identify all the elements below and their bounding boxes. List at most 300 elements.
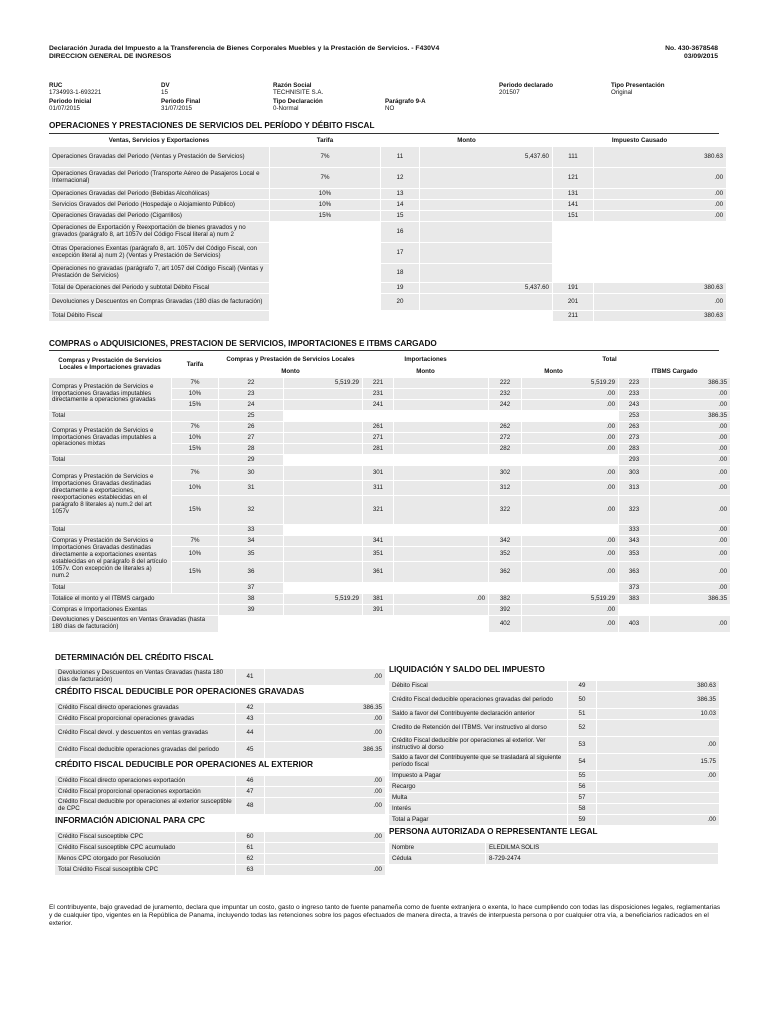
cell: 43 xyxy=(236,714,264,724)
cell: 33 xyxy=(219,525,283,535)
info-tipo-declaracion: Tipo Declaración 0-Normal xyxy=(273,98,323,112)
cell: .00 xyxy=(522,481,618,495)
cell: Total xyxy=(49,583,171,593)
form-row xyxy=(389,720,719,736)
cell: .00 xyxy=(522,400,618,410)
form-row xyxy=(389,804,719,814)
col-monto: Monto xyxy=(457,136,476,144)
compras-row xyxy=(49,536,730,546)
cell: Total xyxy=(49,455,171,465)
info-periodo-inicial: Periodo Inicial 01/07/2015 xyxy=(49,98,92,112)
cell: 386.35 xyxy=(650,594,730,604)
cell: .00 xyxy=(522,536,618,546)
cell: 26 xyxy=(219,422,283,432)
cell: 352 xyxy=(489,547,521,561)
cell: Totalice el monto y el ITBMS cargado xyxy=(49,594,218,604)
cell xyxy=(284,562,362,582)
cell: 10% xyxy=(172,389,218,399)
form-row xyxy=(389,692,719,708)
cell: .00 xyxy=(594,189,726,199)
cell: 49 xyxy=(568,681,596,691)
form-row xyxy=(389,709,719,719)
cell: 60 xyxy=(236,832,264,842)
cell: 131 xyxy=(553,189,593,199)
cell: Operaciones Gravadas del Periodo (Ventas y Prestación de Servicios) xyxy=(49,147,269,167)
compras-row xyxy=(49,422,730,432)
cell: 363 xyxy=(619,562,649,582)
cell xyxy=(594,222,726,242)
cell: Crédito Fiscal proporcional operaciones gravadas xyxy=(55,714,235,724)
cell: Operaciones Gravadas del Periodo (Transporte Aéreo de Pasajeros Local e Internacional) xyxy=(49,168,269,188)
cell: Saldo a favor del Contribuyente que se trasladará al siguiente período fiscal xyxy=(389,754,567,770)
cell: Devoluciones y Descuentos en Ventas Gravadas (hasta 180 días de facturación) xyxy=(49,616,218,632)
info-tipo-presentacion: Tipo Presentación Original xyxy=(611,82,665,96)
cell: .00 xyxy=(650,422,730,432)
cell xyxy=(420,311,552,321)
cell xyxy=(270,294,380,310)
cell: 5,437.60 xyxy=(420,283,552,293)
cell: 191 xyxy=(553,283,593,293)
form-title: Declaración Jurada del Impuesto a la Transferencia de Bienes Corporales Muebles y la Prestación de Servicios. - F430V4 xyxy=(49,45,440,52)
form-row xyxy=(55,776,385,786)
cell: .00 xyxy=(650,536,730,546)
cell: Operaciones no gravadas (parágrafo 7, art 1057 del Código Fiscal) (Ventas y Prestación de Servicios) xyxy=(49,264,269,282)
cell: Cédula xyxy=(389,854,485,864)
cell xyxy=(553,222,593,242)
cell: .00 xyxy=(650,583,730,593)
cell: .00 xyxy=(522,605,618,615)
form-row xyxy=(55,703,385,713)
declaration-date: 03/09/2015 xyxy=(683,53,718,60)
cell xyxy=(394,496,488,524)
cell: 44 xyxy=(236,725,264,741)
cell xyxy=(394,605,488,615)
cell: 41 xyxy=(236,669,264,685)
cell: 15% xyxy=(172,444,218,454)
cell: 12 xyxy=(381,168,419,188)
cell: Operaciones Gravadas del Periodo (Cigarrillos) xyxy=(49,211,269,221)
form-row xyxy=(55,714,385,724)
cell: 402 xyxy=(489,616,521,632)
cell: .00 xyxy=(650,400,730,410)
section-exterior-title: CRÉDITO FISCAL DEDUCIBLE POR OPERACIONES AL EXTERIOR xyxy=(55,760,314,769)
cell xyxy=(394,466,488,480)
cell xyxy=(394,422,488,432)
cell xyxy=(270,264,380,282)
cell: 241 xyxy=(363,400,393,410)
cell xyxy=(284,481,362,495)
cell: .00 xyxy=(650,562,730,582)
form-row xyxy=(55,865,385,875)
cell: 283 xyxy=(619,444,649,454)
cell: 62 xyxy=(236,854,264,864)
cell: .00 xyxy=(650,496,730,524)
cell: 15.75 xyxy=(597,754,719,770)
cell: .00 xyxy=(650,547,730,561)
cell xyxy=(284,389,362,399)
cell: 10.03 xyxy=(597,709,719,719)
cell: 282 xyxy=(489,444,521,454)
form-row xyxy=(55,669,385,685)
cell: 311 xyxy=(363,481,393,495)
operaciones-row xyxy=(49,283,726,293)
cell: 34 xyxy=(219,536,283,546)
legal-statement: El contribuyente, bajo gravedad de juramento, declara que impuntar un costo, gasto o ingreso tanto de fuente panameña como de fuente extranjera o exenta, lo hace cumpliendo con todas las disposiciones legales, reglamentarias y de cualquier tipo, vigentes en la República de Panama, incluyendo todas las retenciones sobre los pagos efectuados de manera directa, a través de interpuesta persona o por cualquier otra vía, a beneficiarios radicados en el exterior. xyxy=(49,904,721,927)
cell: 323 xyxy=(619,496,649,524)
cell: .00 xyxy=(522,389,618,399)
cell: 10% xyxy=(270,189,380,199)
form-row xyxy=(389,854,718,864)
cell: 301 xyxy=(363,466,393,480)
cell: .00 xyxy=(650,389,730,399)
cell: Crédito Fiscal directo operaciones exportación xyxy=(55,776,235,786)
cell: 386.35 xyxy=(597,692,719,708)
cell: 56 xyxy=(568,782,596,792)
cell: 386.35 xyxy=(265,742,385,758)
cell: Otras Operaciones Exentas (parágrafo 8, art. 1057v del Código Fiscal, con excepción literal a) num 2) (Ventas y Prestación de Servicios) xyxy=(49,243,269,263)
sub-monto-total: Monto xyxy=(544,368,563,376)
cell xyxy=(394,444,488,454)
col-compras-locales: Compras y Prestación de Servicios Locales xyxy=(226,355,355,363)
cell: .00 xyxy=(650,616,730,632)
operaciones-row xyxy=(49,243,726,263)
cell: 25 xyxy=(219,411,283,421)
cell: 403 xyxy=(619,616,649,632)
form-row xyxy=(389,681,719,691)
cell xyxy=(394,433,488,443)
cell: Total xyxy=(49,525,171,535)
cell: .00 xyxy=(650,433,730,443)
info-paragrafo-9a: Parágrafo 9-A NO xyxy=(385,98,426,112)
cell xyxy=(597,720,719,736)
cell: .00 xyxy=(650,466,730,480)
cell: 55 xyxy=(568,771,596,781)
operaciones-row xyxy=(49,222,726,242)
form-row xyxy=(389,843,718,853)
sub-itbms-cargado: ITBMS Cargado xyxy=(651,368,698,376)
cell: 14 xyxy=(381,200,419,210)
cell xyxy=(594,264,726,282)
compras-table xyxy=(48,352,731,633)
operaciones-row xyxy=(49,168,726,188)
cell: 36 xyxy=(219,562,283,582)
col-total: Total xyxy=(602,355,617,363)
cell: 381 xyxy=(363,594,393,604)
cell: 29 xyxy=(219,455,283,465)
cell xyxy=(394,547,488,561)
cell: 19 xyxy=(381,283,419,293)
section-compras-title: COMPRAS o ADQUISICIONES, PRESTACION DE SERVICIOS, IMPORTACIONES E ITBMS CARGADO xyxy=(49,339,437,348)
cell: 7% xyxy=(172,378,218,388)
cell: 39 xyxy=(219,605,283,615)
form-row xyxy=(389,737,719,753)
section-liquidacion-title: LIQUIDACIÓN Y SALDO DEL IMPUESTO xyxy=(389,665,545,674)
cell xyxy=(381,311,419,321)
cell xyxy=(394,536,488,546)
cell: 5,519.29 xyxy=(284,378,362,388)
cell: 111 xyxy=(553,147,593,167)
cell: 35 xyxy=(219,547,283,561)
form-row xyxy=(55,843,385,853)
info-ruc: RUC 1734993-1-693221 xyxy=(49,82,102,96)
col-compras-label: Compras y Prestación de Servicios Locales e Importaciones gravadas xyxy=(58,357,162,371)
cell: 262 xyxy=(489,422,521,432)
cell: .00 xyxy=(597,771,719,781)
cell xyxy=(420,168,552,188)
cell: 15% xyxy=(172,496,218,524)
cell: 57 xyxy=(568,793,596,803)
cell: 61 xyxy=(236,843,264,853)
cell: 52 xyxy=(568,720,596,736)
cell xyxy=(284,444,362,454)
cell: Servicios Gravados del Periodo (Hospedaje o Alojamiento Público) xyxy=(49,200,269,210)
cell: Total Crédito Fiscal susceptible CPC xyxy=(55,865,235,875)
cell: 10% xyxy=(172,433,218,443)
cell: 59 xyxy=(568,815,596,825)
section-gravadas-title: CRÉDITO FISCAL DEDUCIBLE POR OPERACIONES GRAVADAS xyxy=(55,687,305,696)
cell xyxy=(420,243,552,263)
cell xyxy=(394,400,488,410)
cell xyxy=(270,243,380,263)
cell xyxy=(420,211,552,221)
cell: 281 xyxy=(363,444,393,454)
cell: 211 xyxy=(553,311,593,321)
cell: 15% xyxy=(172,562,218,582)
cell: .00 xyxy=(650,455,730,465)
cell: .00 xyxy=(522,433,618,443)
cell: Operaciones de Exportación y Reexportación de bienes gravados y no gravados (parágrafo 8, art 1057v del Código Fiscal literal a) num 2 xyxy=(49,222,269,242)
cell: 351 xyxy=(363,547,393,561)
cell: 233 xyxy=(619,389,649,399)
cell: 5,519.29 xyxy=(284,594,362,604)
cell: 7% xyxy=(172,422,218,432)
cell: 386.35 xyxy=(265,703,385,713)
col-tarifa: Tarifa xyxy=(316,136,334,144)
cell: Crédito Fiscal directo operaciones gravadas xyxy=(55,703,235,713)
form-row xyxy=(55,854,385,864)
compras-total-row xyxy=(49,525,730,535)
cell: 386.35 xyxy=(650,378,730,388)
cell: .00 xyxy=(597,737,719,753)
col-tarifa2: Tarifa xyxy=(186,360,204,368)
cell xyxy=(597,782,719,792)
cell: 380.63 xyxy=(594,311,726,321)
compras-row xyxy=(49,466,730,480)
info-dv: DV 15 xyxy=(161,82,170,96)
cell: 151 xyxy=(553,211,593,221)
cell: 5,519.29 xyxy=(522,594,618,604)
cell: .00 xyxy=(265,787,385,797)
cell: .00 xyxy=(650,525,730,535)
cell: .00 xyxy=(265,798,385,814)
cell: Recargo xyxy=(389,782,567,792)
cell: 22 xyxy=(219,378,283,388)
cell: 5,519.29 xyxy=(522,378,618,388)
cell: .00 xyxy=(265,832,385,842)
cell: Nombre xyxy=(389,843,485,853)
cell: .00 xyxy=(265,865,385,875)
cell: .00 xyxy=(522,496,618,524)
operaciones-row xyxy=(49,264,726,282)
compras-total-row xyxy=(49,411,730,421)
operaciones-row xyxy=(49,294,726,310)
cell: 28 xyxy=(219,444,283,454)
cell: 353 xyxy=(619,547,649,561)
cell: .00 xyxy=(594,211,726,221)
section-determinacion-title: DETERMINACIÓN DEL CRÉDITO FISCAL xyxy=(55,653,214,662)
cell xyxy=(420,200,552,210)
cell xyxy=(270,311,380,321)
cell: Compras e Importaciones Exentas xyxy=(49,605,218,615)
cell: 32 xyxy=(219,496,283,524)
cell: 321 xyxy=(363,496,393,524)
cell: Total xyxy=(49,411,171,421)
cell: .00 xyxy=(522,616,618,632)
taxpayer-info xyxy=(49,83,719,119)
cell: 261 xyxy=(363,422,393,432)
cell: 17 xyxy=(381,243,419,263)
compras-total-row xyxy=(49,583,730,593)
cell: Impuesto a Pagar xyxy=(389,771,567,781)
cell: 20 xyxy=(381,294,419,310)
cell: 302 xyxy=(489,466,521,480)
cell: 380.63 xyxy=(594,147,726,167)
cell: .00 xyxy=(522,466,618,480)
cell: Saldo a favor del Contribuyente declaración anterior xyxy=(389,709,567,719)
form-row xyxy=(55,787,385,797)
declaration-number: No. 430-3678548 xyxy=(665,45,718,52)
form-subtitle: DIRECCION GENERAL DE INGRESOS xyxy=(49,53,172,60)
cell: .00 xyxy=(265,714,385,724)
cell: 293 xyxy=(619,455,649,465)
cell: 232 xyxy=(489,389,521,399)
group-label: Compras y Prestación de Servicios e Importaciones Gravadas imputables directamente a operaciones gravadas xyxy=(49,378,171,410)
cell xyxy=(394,562,488,582)
cell: 16 xyxy=(381,222,419,242)
credito-fiscal-block xyxy=(55,654,381,876)
cell: 63 xyxy=(236,865,264,875)
cell xyxy=(420,222,552,242)
cell xyxy=(284,536,362,546)
cell: .00 xyxy=(265,669,385,685)
cell: Crédito Fiscal proporcional operaciones exportación xyxy=(55,787,235,797)
cell: .00 xyxy=(650,444,730,454)
cell xyxy=(270,283,380,293)
cell: 303 xyxy=(619,466,649,480)
cell: 42 xyxy=(236,703,264,713)
cell: 223 xyxy=(619,378,649,388)
cell xyxy=(553,264,593,282)
cell xyxy=(284,422,362,432)
operaciones-row xyxy=(49,147,726,167)
cell: .00 xyxy=(394,594,488,604)
liquidacion-block xyxy=(389,666,715,865)
sub-monto-locales: Monto xyxy=(281,368,300,376)
cell: Débito Fiscal xyxy=(389,681,567,691)
cell: 46 xyxy=(236,776,264,786)
section-representante-title: PERSONA AUTORIZADA O REPRESENTANTE LEGAL xyxy=(389,827,598,836)
cell: 313 xyxy=(619,481,649,495)
cell xyxy=(420,189,552,199)
form-row xyxy=(55,725,385,741)
cell: 342 xyxy=(489,536,521,546)
cell: 382 xyxy=(489,594,521,604)
cell: .00 xyxy=(594,168,726,188)
cell: 50 xyxy=(568,692,596,708)
cell: Credito de Retención del ITBMS. Ver instructivo al dorso xyxy=(389,720,567,736)
cell xyxy=(394,378,488,388)
col-importaciones: Importaciones xyxy=(404,355,447,363)
operaciones-row xyxy=(49,311,726,321)
group-label: Compras y Prestación de Servicios e Importaciones Gravadas destinadas directamente a exportaciones exentas establecidas en el parágrafo 8 del artículo 1057v. Con excepción de literales a) num.2 xyxy=(49,536,171,582)
cell xyxy=(270,222,380,242)
cell: 201 xyxy=(553,294,593,310)
cell: 121 xyxy=(553,168,593,188)
operaciones-row xyxy=(49,189,726,199)
cell: 10% xyxy=(270,200,380,210)
cell: 15% xyxy=(270,211,380,221)
cell: 392 xyxy=(489,605,521,615)
cell: .00 xyxy=(594,294,726,310)
cell xyxy=(265,843,385,853)
cell: 322 xyxy=(489,496,521,524)
cell: 10% xyxy=(172,547,218,561)
cell: 58 xyxy=(568,804,596,814)
cell: .00 xyxy=(522,547,618,561)
cell: 51 xyxy=(568,709,596,719)
cell: Crédito Fiscal deducible por operaciones al exterior. Ver instructivo al dorso xyxy=(389,737,567,753)
cell: ELEDILMA SOLIS xyxy=(486,843,718,853)
cell: Interés xyxy=(389,804,567,814)
cell: 361 xyxy=(363,562,393,582)
form-row xyxy=(389,793,719,803)
cell: 5,437.60 xyxy=(420,147,552,167)
cell xyxy=(594,243,726,263)
cell: 31 xyxy=(219,481,283,495)
cell: 30 xyxy=(219,466,283,480)
cell: 45 xyxy=(236,742,264,758)
cell: 380.63 xyxy=(597,681,719,691)
operaciones-row xyxy=(49,211,726,221)
cell: 7% xyxy=(270,147,380,167)
devoluciones-row xyxy=(49,616,730,632)
info-razon-social: Razón Social TECHNISITE S.A. xyxy=(273,82,324,96)
cell: 23 xyxy=(219,389,283,399)
cell: 380.63 xyxy=(594,283,726,293)
cell: 15% xyxy=(172,400,218,410)
cell: Devoluciones y Descuentos en Ventas Gravadas (hasta 180 días de facturación) xyxy=(55,669,235,685)
cell: 253 xyxy=(619,411,649,421)
cell xyxy=(420,264,552,282)
cell xyxy=(284,400,362,410)
compras-exentas-row xyxy=(49,605,730,615)
cell xyxy=(597,793,719,803)
cell xyxy=(284,433,362,443)
cell: Total de Operaciones del Periodo y subtotal Débito Fiscal xyxy=(49,283,269,293)
cell: .00 xyxy=(594,200,726,210)
cell: Operaciones Gravadas del Periodo (Bebidas Alcohólicas) xyxy=(49,189,269,199)
group-label: Compras y Prestación de Servicios e Importaciones Gravadas imputables a operaciones mixtas xyxy=(49,422,171,454)
cell: 391 xyxy=(363,605,393,615)
operaciones-row xyxy=(49,200,726,210)
form-row xyxy=(389,782,719,792)
cell: .00 xyxy=(522,562,618,582)
cell: Multa xyxy=(389,793,567,803)
cell: Crédito Fiscal susceptible CPC acumulado xyxy=(55,843,235,853)
cell: 312 xyxy=(489,481,521,495)
operaciones-table xyxy=(48,135,727,322)
cell: 343 xyxy=(619,536,649,546)
